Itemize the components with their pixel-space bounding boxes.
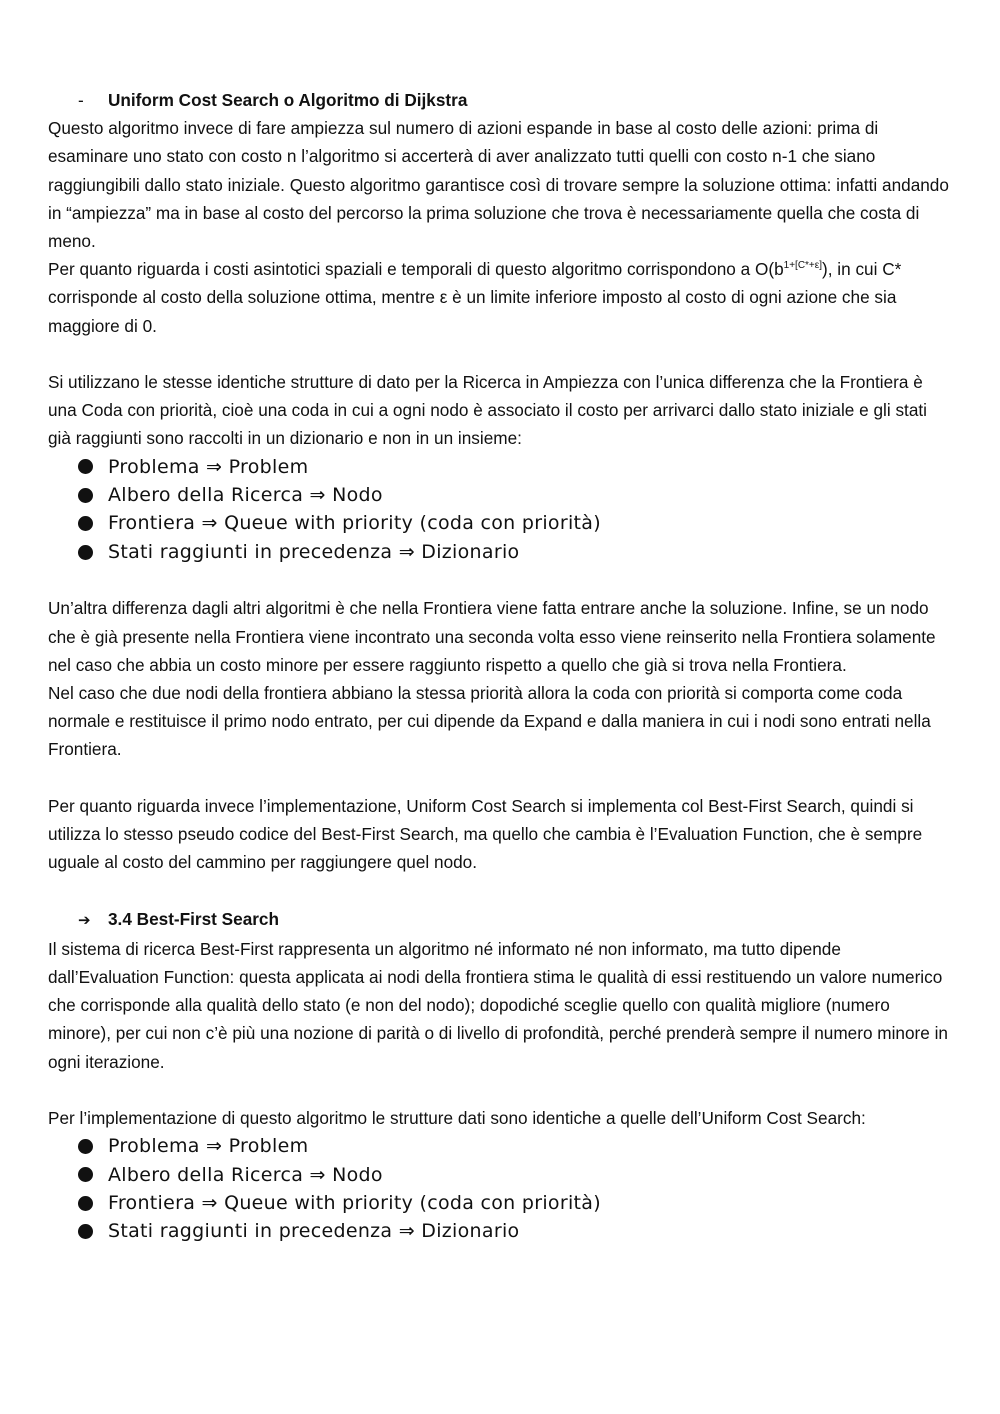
arrow-icon: ➔ — [78, 911, 91, 929]
list-item-text: Albero della Ricerca ⇒ Nodo — [108, 1163, 383, 1186]
list-item — [78, 481, 953, 509]
bullet-icon — [78, 1196, 93, 1211]
list-item — [78, 1189, 953, 1217]
complexity-text-before: Per quanto riguarda i costi asintotici spaziali e temporali di questo algoritmo corrispondono a O(b — [48, 259, 784, 280]
list-item-text: Stati raggiunti in precedenza ⇒ Dizionario — [108, 1220, 520, 1243]
list-item-text: Frontiera ⇒ Queue with priority (coda con priorità) — [108, 512, 601, 535]
list-item-text: Problema ⇒ Problem — [108, 455, 309, 478]
paragraph: Questo algoritmo invece di fare ampiezza sul numero di azioni espande in base al costo delle azioni: prima di esaminare uno stato con costo n l’algoritmo si accerterà di aver analizzato tutti quelli con costo n-1 che siano raggiungibili dallo stato iniziale. Questo algoritmo garantisce così di trovare sempre la soluzione ottima: infatti andando in “ampiezza” ma in base al costo del percorso la prima soluzione che trova è necessariamente quella che costa di meno. — [48, 118, 949, 252]
paragraph: Un’altra differenza dagli altri algoritmi è che nella Frontiera viene fatta entrare anche la soluzione. Infine, se un nodo che è già presente nella Frontiera viene incontrato una seconda volta esso viene reinserito nella Frontiera solamente nel caso che abbia un costo minore per essere raggiunto rispetto a quello che già si trova nella Frontiera. — [48, 598, 936, 675]
paragraph: Per quanto riguarda invece l’implementazione, Uniform Cost Search si implementa col Best-First Search, quindi si utilizza lo stesso pseudo codice del Best-First Search, ma quello che cambia è l’Evaluation Function, che è sempre uguale al costo del cammino per raggiungere quel nodo. — [48, 795, 923, 873]
paragraph: Si utilizzano le stesse identiche strutture di dato per la Ricerca in Ampiezza con l’unica differenza che la Frontiera è una Coda con priorità, cioè una coda in cui a ogni nodo è associato il costo per arrivarci dallo stato iniziale e gli stati già raggiunti sono raccolti in un dizionario e non in un insieme: — [48, 372, 927, 449]
bullet-icon — [78, 459, 93, 474]
paragraph: Il sistema di ricerca Best-First rappresenta un algoritmo né informato né non informato, ma tutto dipende dall’Evaluation Function: questa applicata ai nodi della frontiera stima le qualità di essi restituendo un valore numerico che corrisponde alla qualità dello stato (e non del nodo); dopodiché sceglie quello con qualità migliore (numero minore), per cui non c’è più una nozione di parità o di livello di profondità, perché prenderà sempre il numero minore in ogni iterazione. — [48, 938, 948, 1072]
paragraph-complexity — [48, 255, 953, 340]
list-item-text: Problema ⇒ Problem — [108, 1135, 309, 1158]
bullet-icon — [78, 488, 93, 503]
list-item-text: Frontiera ⇒ Queue with priority (coda con priorità) — [108, 1192, 601, 1215]
complexity-text-after: ), in cui C* corrisponde al costo della soluzione ottima, mentre ε è un limite inferiore imposto al costo di ogni azione che sia maggiore di 0. — [48, 259, 902, 336]
paragraph: Per l’implementazione di questo algoritmo le strutture dati sono identiche a quelle dell’Uniform Cost Search: — [48, 1108, 866, 1129]
document-page — [48, 86, 953, 1246]
section-heading-uniform-cost — [48, 86, 953, 114]
bullet-icon — [78, 1224, 93, 1239]
bullet-list — [48, 1132, 953, 1246]
list-item — [78, 538, 953, 566]
bullet-icon — [78, 1139, 93, 1154]
list-item — [78, 1217, 953, 1245]
bullet-icon — [78, 545, 93, 560]
paragraph: Nel caso che due nodi della frontiera abbiano la stessa priorità allora la coda con priorità si comporta come coda normale e restituisce il primo nodo entrato, per cui dipende da Expand e dalla maniera in cui i nodi sono entrati nella Frontiera. — [48, 683, 931, 760]
section-title: 3.4 Best-First Search — [108, 908, 279, 929]
dash-marker: - — [78, 90, 84, 110]
bullet-icon — [78, 516, 93, 531]
bullet-list — [48, 453, 953, 567]
section-title: Uniform Cost Search o Algoritmo di Dijkstra — [108, 90, 468, 110]
list-item-text: Stati raggiunti in precedenza ⇒ Dizionario — [108, 540, 520, 563]
list-item — [78, 1161, 953, 1189]
list-item — [78, 453, 953, 481]
list-item — [78, 509, 953, 537]
bullet-icon — [78, 1167, 93, 1182]
complexity-exponent: 1+[C*+ε] — [783, 260, 823, 272]
list-item-text: Albero della Ricerca ⇒ Nodo — [108, 484, 383, 507]
list-item — [78, 1132, 953, 1160]
section-heading-best-first — [48, 905, 953, 935]
